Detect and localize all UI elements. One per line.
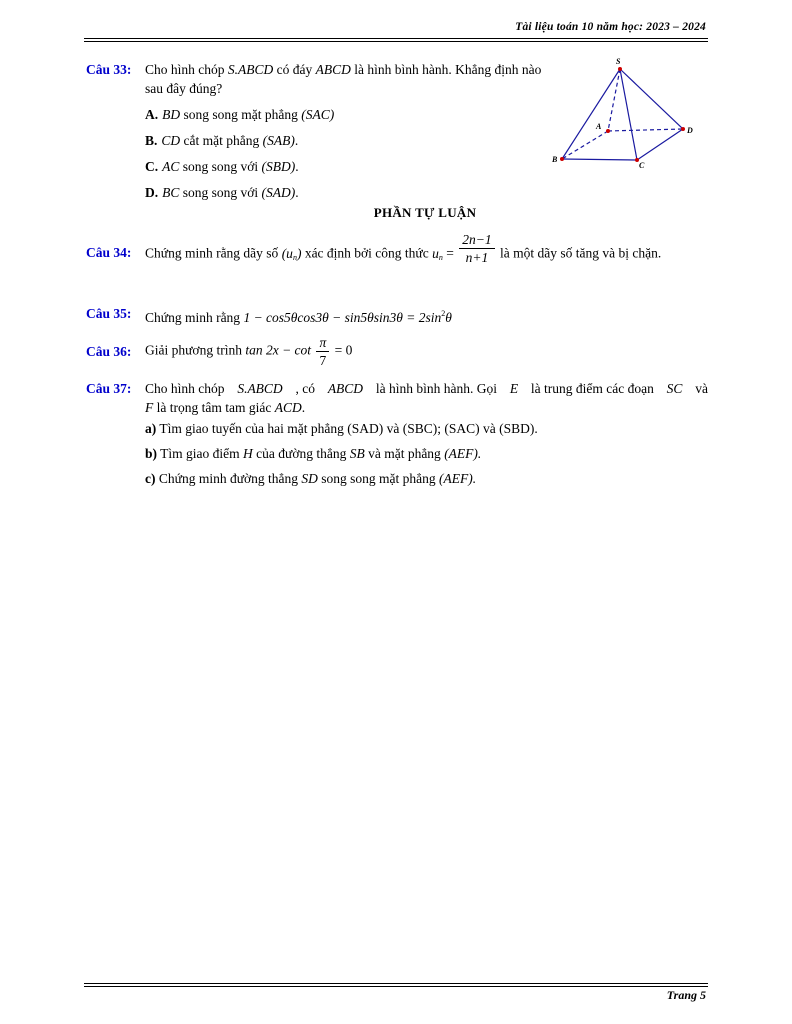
line-1 (145, 379, 708, 398)
question-label: Câu 37: (86, 381, 132, 396)
vertex-A (606, 129, 610, 133)
math: (AEF). (444, 446, 482, 461)
question-body (145, 379, 708, 488)
option-end: . (295, 185, 299, 200)
option-plane: (SAC) (301, 107, 335, 122)
header-rule-2 (84, 41, 708, 42)
edge-CD (637, 129, 683, 160)
fraction-num: 2n−1 (459, 231, 494, 249)
edge-AB (562, 131, 608, 159)
edge-AD (608, 129, 683, 131)
seq-sub: n (292, 252, 297, 262)
equals-zero: = 0 (334, 342, 353, 358)
math: SD (301, 471, 318, 486)
option-c (145, 157, 546, 176)
option-letter: D. (145, 185, 159, 200)
part-b (145, 444, 708, 463)
vertex-B (560, 157, 564, 161)
header-title: Tài liệu toán 10 năm học: 2023 – 2024 (515, 21, 706, 33)
option-end: . (294, 133, 299, 148)
formula: 1 − cos5θcos3θ − sin5θsin3θ = 2sin (243, 310, 442, 325)
fraction-den: 7 (319, 353, 327, 368)
body-text: xác định bởi công thức (304, 245, 429, 261)
fraction-num: π (316, 334, 329, 352)
fraction (316, 334, 329, 369)
stem-text: có đáy (276, 62, 313, 77)
math: H (243, 446, 253, 461)
option-a (145, 105, 546, 124)
body-text: Chứng minh rằng (145, 310, 241, 325)
option-d (145, 183, 546, 202)
math: SB (349, 446, 365, 461)
body-text: và (695, 381, 708, 396)
label-B: B (552, 155, 558, 164)
question-35 (86, 304, 708, 327)
math: S.ABCD (237, 381, 283, 396)
option-plane: (SAD) (261, 185, 296, 200)
header-rule (84, 38, 708, 39)
body-text: , có (295, 381, 315, 396)
body-text: . (301, 400, 306, 415)
fraction-den: n+1 (465, 250, 489, 265)
body-text: Cho hình chóp (145, 381, 225, 396)
part-text: Tìm giao điểm (160, 446, 240, 461)
line-2 (145, 398, 708, 417)
stem-text: là hình bình hành. Khẳng định nào sau đây đúng? (145, 62, 542, 96)
option-letter: B. (145, 133, 158, 148)
equals: = (446, 245, 454, 261)
part-text: của đường thẳng (256, 446, 347, 461)
un: u (432, 245, 439, 261)
page-number: Trang 5 (666, 988, 706, 1002)
part-a (145, 419, 708, 438)
seq-close: ) (296, 245, 302, 261)
part-label: c) (145, 471, 156, 486)
footer-rule-2 (84, 986, 708, 987)
label-S: S (616, 57, 621, 66)
formula-end: θ (445, 310, 452, 325)
pyramid-figure (545, 52, 705, 177)
body-text: là trọng tâm tam giác (156, 400, 272, 415)
option-math: BD (162, 107, 181, 122)
body-text: là hình bình hành. Gọi (375, 381, 497, 396)
label-A: A (596, 122, 602, 131)
math: ACD (274, 400, 302, 415)
question-label: Câu 34: (86, 245, 132, 260)
option-text: song song với (182, 159, 259, 174)
body-text: là trung điểm các đoạn (530, 381, 654, 396)
question-33 (86, 60, 546, 202)
math: (AEF). (439, 471, 477, 486)
body-text: Giải phương trình (145, 342, 242, 358)
label-C: C (639, 161, 645, 170)
label-D: D (687, 126, 693, 135)
math: ABCD (327, 381, 364, 396)
edge-BC (562, 159, 637, 160)
option-letter: C. (145, 159, 159, 174)
stem-math: ABCD (315, 62, 351, 77)
question-body (145, 304, 708, 327)
question-37 (86, 379, 708, 488)
option-text: song song mặt phẳng (183, 107, 298, 122)
fraction (459, 231, 494, 266)
option-text: song song với (182, 185, 259, 200)
part-text: Tìm giao tuyến của hai mặt phẳng (SAD) và (SBC); (SAC) và (SBD). (159, 421, 538, 436)
question-label: Câu 33: (86, 62, 132, 77)
seq-open: (u (281, 245, 293, 261)
option-b (145, 131, 546, 150)
part-label: a) (145, 421, 157, 436)
question-34 (86, 232, 708, 268)
question-36 (86, 334, 708, 369)
option-plane: (SBD) (261, 159, 296, 174)
option-math: AC (162, 159, 180, 174)
formula-sup: 2 (441, 309, 446, 318)
question-body (145, 334, 708, 369)
option-letter: A. (145, 107, 159, 122)
question-body (145, 232, 708, 268)
stem-math: S.ABCD (227, 62, 274, 77)
math: F (145, 400, 154, 415)
part-text: Chứng minh đường thẳng (158, 471, 299, 486)
vertex-S (618, 67, 622, 71)
question-body (145, 60, 546, 202)
option-math: BC (162, 185, 180, 200)
body-text: là một dãy số tăng và bị chặn. (500, 245, 662, 261)
question-label: Câu 36: (86, 344, 132, 359)
math: E (509, 381, 519, 396)
part-label: b) (145, 446, 158, 461)
option-end: . (295, 159, 299, 174)
question-label: Câu 35: (86, 306, 132, 321)
part-text: và mặt phẳng (368, 446, 441, 461)
footer-rule (84, 983, 708, 984)
part-c (145, 469, 708, 488)
un-sub: n (438, 252, 443, 262)
option-math: CD (161, 133, 181, 148)
stem-text: Cho hình chóp (145, 62, 225, 77)
expression: tan 2x − cot (245, 342, 312, 358)
option-text: cắt mặt phẳng (183, 133, 260, 148)
section-title: PHẦN TỰ LUẬN (373, 205, 477, 220)
math: SC (666, 381, 683, 396)
part-text: song song mặt phẳng (321, 471, 436, 486)
vertex-D (681, 127, 685, 131)
option-plane: (SAB) (262, 133, 295, 148)
body-text: Chứng minh rằng dãy số (145, 245, 279, 261)
